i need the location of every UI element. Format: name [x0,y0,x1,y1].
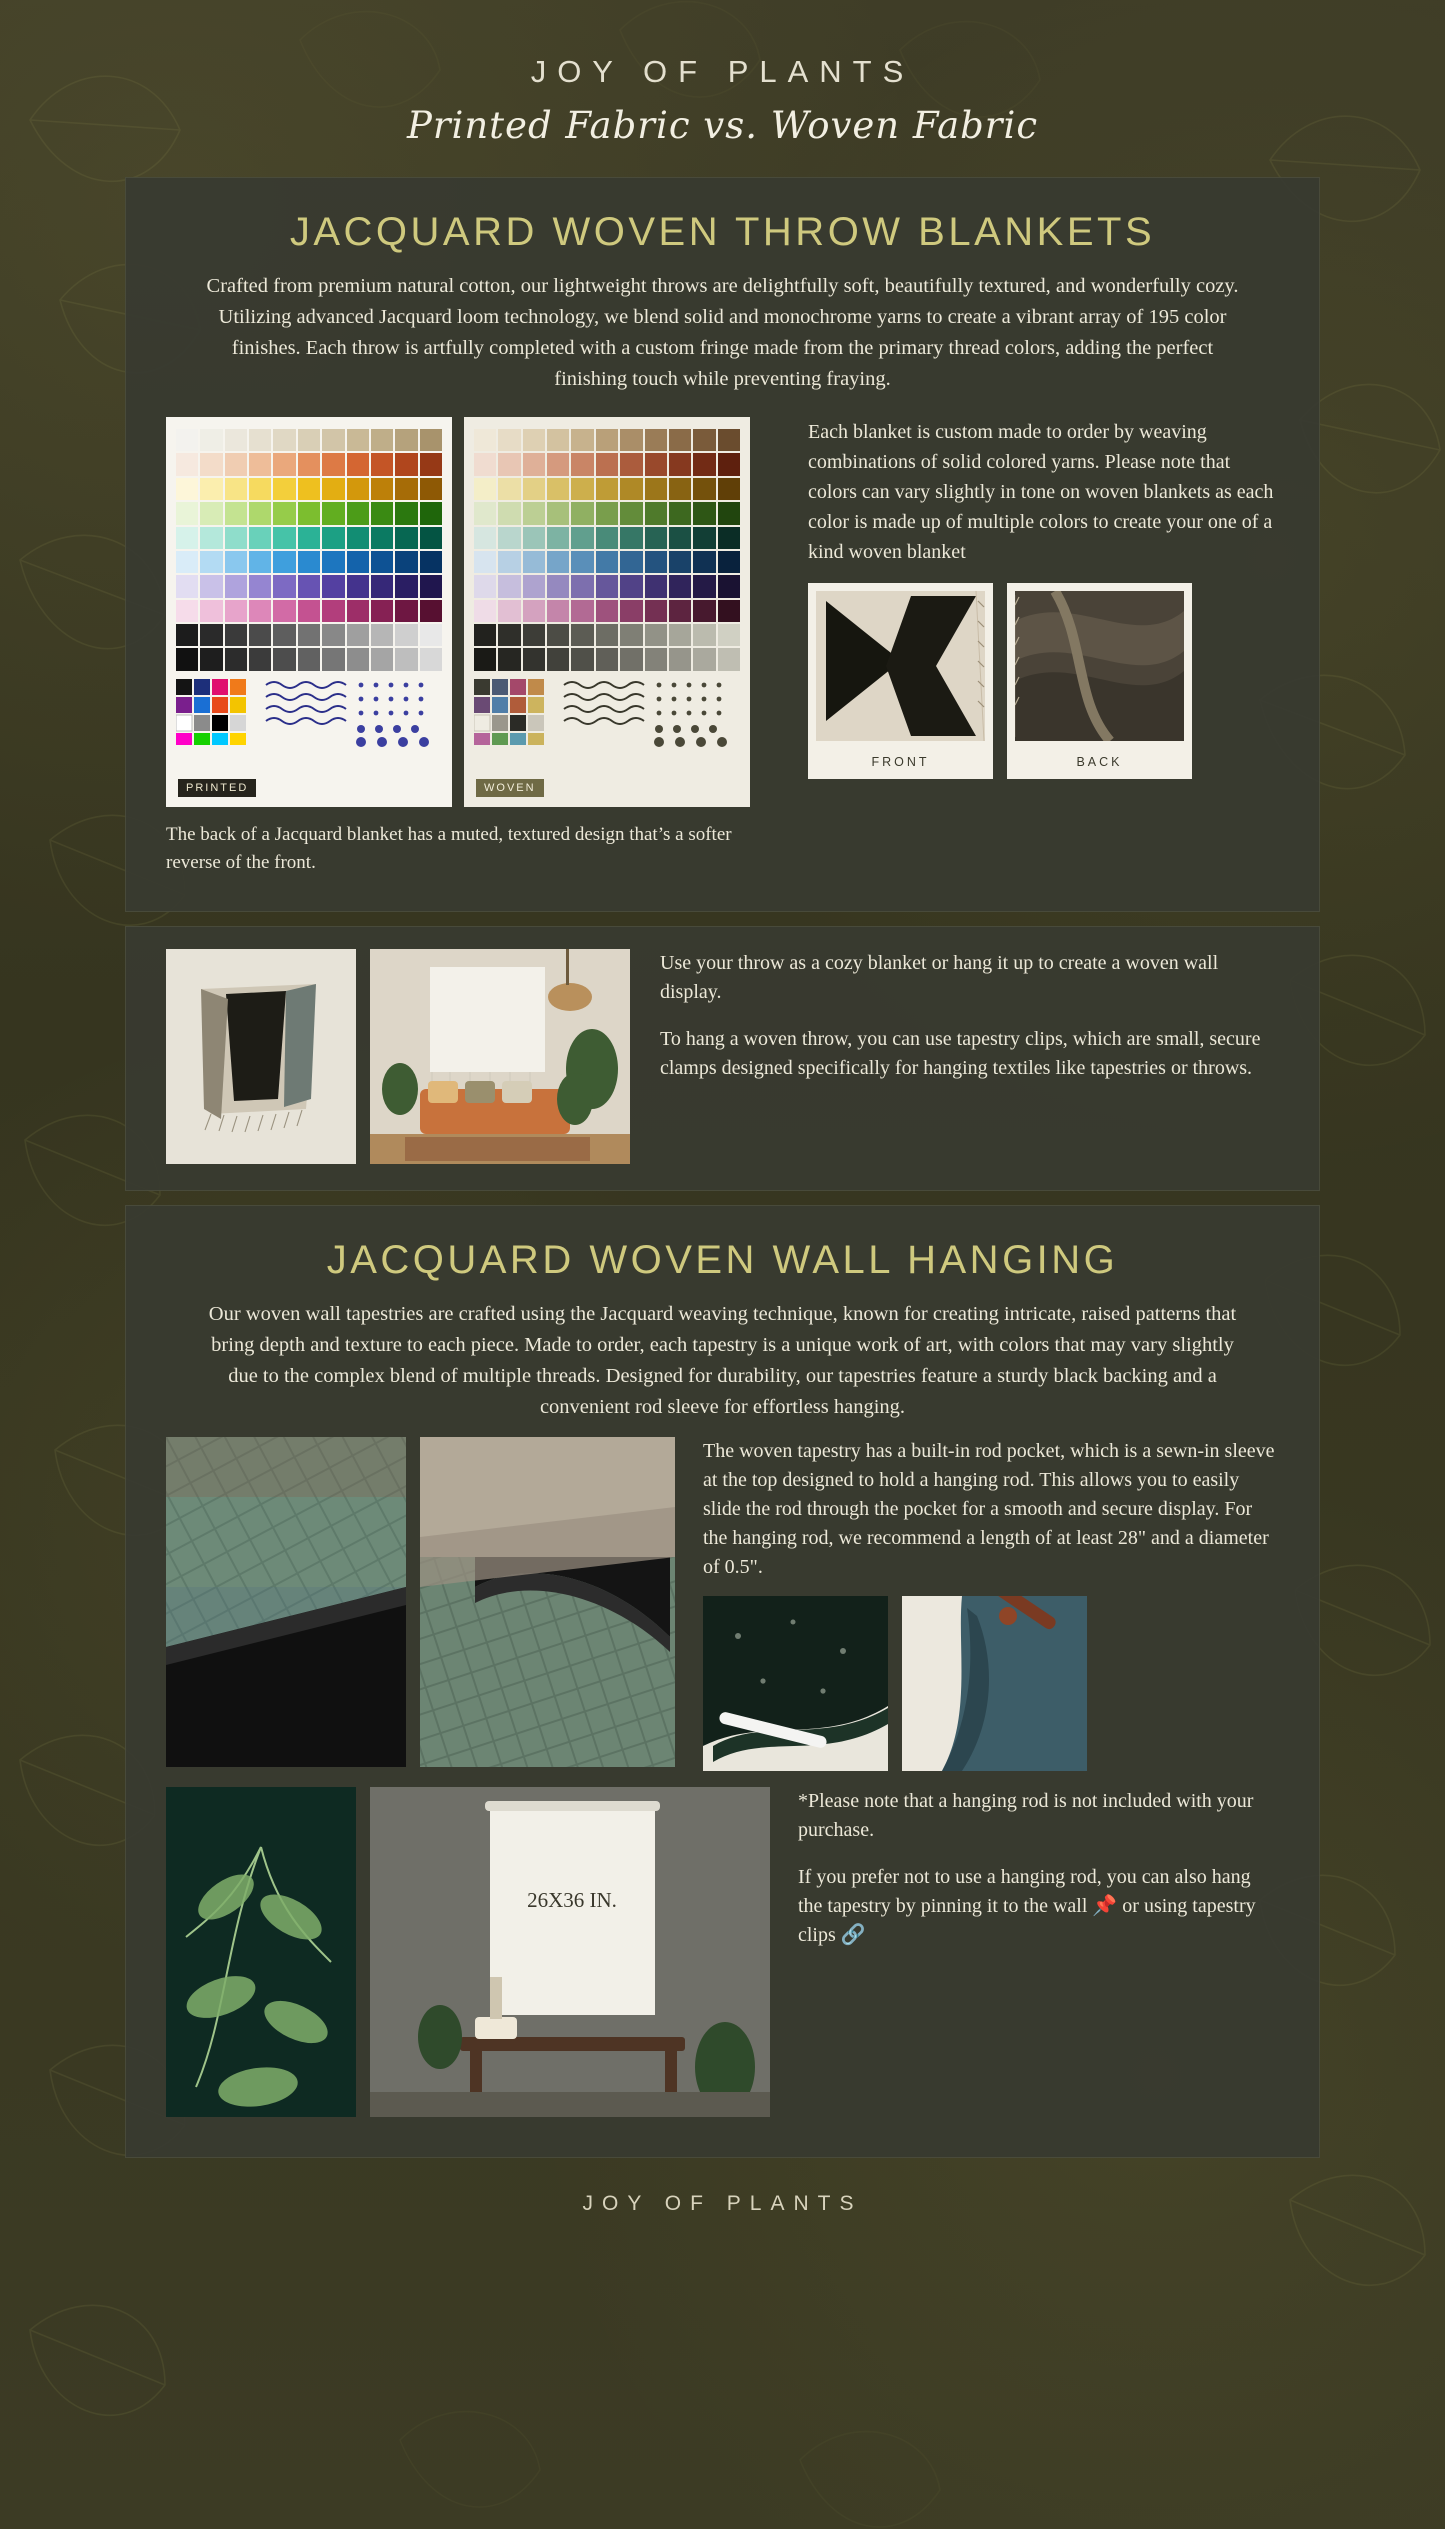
color-swatch [249,624,271,646]
color-swatch [371,453,393,475]
tapestry-photo-pair [166,1437,675,1767]
color-swatch [371,600,393,622]
section-one-intro: Crafted from premium natural cotton, our lightweight throws are delightfully soft, beautifully textured, and wonderfully cozy. Utilizing advanced Jacquard loom technology, we blend solid and monochrome yarns to create a vibrant array of 195 color finishes. Each throw is artfully completed with a custom fringe made from the primary thread colors, adding the perfect finishing touch while preventing fraying. [206,275,1239,390]
color-swatch [571,527,593,549]
hanging-tips-text [644,949,1279,1083]
color-swatch [273,478,295,500]
color-swatch [298,624,320,646]
color-swatch [249,453,271,475]
color-swatch [571,624,593,646]
color-swatch [347,551,369,573]
color-swatch [498,551,520,573]
color-swatch [474,624,496,646]
color-swatch [669,624,691,646]
color-swatch [249,527,271,549]
printed-swatch-card [166,417,452,807]
color-swatch [200,624,222,646]
color-swatch [249,648,271,670]
color-swatch [298,600,320,622]
front-photo-card [808,583,993,779]
room-poster-photo [370,1787,770,2117]
color-swatch [176,600,198,622]
color-swatch [645,624,667,646]
footer-brand: JOY OF PLANTS [582,2192,863,2215]
color-swatch [547,429,569,451]
color-swatch [176,575,198,597]
color-swatch [347,600,369,622]
color-swatch [176,624,198,646]
color-swatch [547,600,569,622]
color-swatch [474,575,496,597]
color-swatch [620,453,642,475]
color-swatch [273,624,295,646]
leaf-tapestry-photo [166,1787,356,2117]
color-swatch [395,648,417,670]
color-swatch [225,551,247,573]
blanket-back-photo [1015,591,1184,741]
color-swatch [371,478,393,500]
color-swatch [596,527,618,549]
printed-label: PRINTED [178,779,256,797]
color-swatch [669,600,691,622]
color-swatch [347,429,369,451]
color-swatch [718,575,740,597]
color-swatch [596,624,618,646]
color-swatch [395,600,417,622]
color-swatch [420,648,442,670]
color-swatch [596,453,618,475]
color-swatch [523,600,545,622]
color-swatch [498,502,520,524]
color-swatch [298,502,320,524]
color-swatch [371,429,393,451]
tapestry-folded-corner-photo [420,1437,675,1767]
color-swatch [395,453,417,475]
color-swatch [718,648,740,670]
color-swatch [298,478,320,500]
living-room-wall-display-photo [370,949,630,1164]
blanket-side-column [786,417,1279,877]
color-swatch [718,600,740,622]
color-swatch [176,551,198,573]
color-swatch [474,502,496,524]
color-swatch [176,648,198,670]
color-swatch [420,453,442,475]
color-swatch [200,453,222,475]
color-swatch [596,575,618,597]
color-swatch [547,648,569,670]
hanging-tip-2: To hang a woven throw, you can use tapestry clips, which are small, secure clamps designed specifically for hanging textiles like tapestries or throws. [660,1028,1261,1079]
color-swatch [347,624,369,646]
color-swatch [249,600,271,622]
color-swatch [571,551,593,573]
color-swatch [718,453,740,475]
color-swatch [669,648,691,670]
front-caption: FRONT [871,755,930,769]
rod-pocket-text-block [689,1437,1279,1771]
back-caption: BACK [1076,755,1123,769]
color-swatch [395,551,417,573]
color-swatch [474,478,496,500]
color-swatch [645,478,667,500]
color-swatch [420,551,442,573]
color-swatch [420,429,442,451]
blanket-front-photo [816,591,985,741]
color-swatch [523,478,545,500]
hanging-tip-1: Use your throw as a cozy blanket or hang it up to create a woven wall display. [660,952,1219,1003]
color-swatch [298,453,320,475]
color-swatch [474,600,496,622]
swatch-column [166,417,786,877]
color-swatch [347,478,369,500]
color-swatch [249,575,271,597]
rod-note-1: *Please note that a hanging rod is not included with your purchase. [798,1790,1254,1841]
color-swatch [200,551,222,573]
color-swatch [371,575,393,597]
color-swatch [498,575,520,597]
color-swatch [620,575,642,597]
color-swatch [347,502,369,524]
color-swatch [718,429,740,451]
color-swatch [474,648,496,670]
color-swatch [693,478,715,500]
color-swatch [273,527,295,549]
brand-subtitle: Printed Fabric vs. Woven Fabric [406,104,1039,147]
color-swatch [225,648,247,670]
color-swatch [200,527,222,549]
color-swatch [347,648,369,670]
color-swatch [395,478,417,500]
color-swatch [645,453,667,475]
woven-pattern-samples [474,679,739,749]
color-swatch [395,429,417,451]
color-swatch [693,600,715,622]
color-swatch [249,551,271,573]
color-swatch [669,575,691,597]
color-swatch [547,478,569,500]
color-swatch [273,551,295,573]
color-swatch [249,502,271,524]
color-swatch [395,624,417,646]
color-swatch [571,453,593,475]
back-photo-card [1007,583,1192,779]
color-swatch [200,575,222,597]
section-throw-blankets [125,177,1320,912]
color-swatch [669,502,691,524]
color-swatch [620,600,642,622]
color-swatch [620,429,642,451]
color-swatch [523,502,545,524]
color-swatch [474,527,496,549]
color-swatch [322,502,344,524]
color-swatch [620,478,642,500]
color-swatch [620,551,642,573]
color-swatch [347,575,369,597]
color-swatch [249,429,271,451]
color-swatch [571,600,593,622]
color-swatch [225,478,247,500]
color-swatch [669,478,691,500]
color-swatch [498,600,520,622]
color-swatch [523,551,545,573]
color-swatch [225,453,247,475]
color-swatch [420,624,442,646]
color-swatch [645,527,667,549]
color-swatch [547,502,569,524]
color-swatch [620,527,642,549]
color-swatch [596,478,618,500]
color-swatch [322,551,344,573]
poster-header [0,0,1445,147]
rod-note-block [784,1787,1279,1950]
color-swatch [225,527,247,549]
color-swatch [298,429,320,451]
color-swatch [571,429,593,451]
color-swatch [298,527,320,549]
back-design-caption: The back of a Jacquard blanket has a muted, textured design that’s a softer reverse of the front. [166,824,732,873]
color-swatch [225,600,247,622]
color-swatch [669,551,691,573]
color-swatch [176,453,198,475]
color-swatch [547,453,569,475]
woven-swatch-card [464,417,750,807]
color-swatch [645,429,667,451]
color-swatch [547,551,569,573]
color-swatch [645,600,667,622]
rod-note-2: If you prefer not to use a hanging rod, you can also hang the tapestry by pinning it to the wall 📌 or using tapestry clips 🔗 [798,1866,1256,1946]
color-swatch [322,429,344,451]
section-one-title: JACQUARD WOVEN THROW BLANKETS [289,210,1156,254]
color-swatch [693,527,715,549]
color-swatch [523,453,545,475]
section-two-title: JACQUARD WOVEN WALL HANGING [326,1238,1119,1282]
color-swatch [498,453,520,475]
color-swatch [347,453,369,475]
color-swatch [347,527,369,549]
color-swatch [273,453,295,475]
printed-color-grid [176,429,442,671]
color-swatch [395,575,417,597]
color-swatch [571,648,593,670]
poster-size-text: 26X36 IN. [527,1888,617,1912]
color-swatch [225,575,247,597]
custom-made-text: Each blanket is custom made to order by weaving combinations of solid colored yarns. Please note that colors can vary slightly in tone on woven blankets as each color is made up of multiple colors to create your one of a kind woven blanket [808,421,1274,563]
color-swatch [571,478,593,500]
color-swatch [571,575,593,597]
color-swatch [547,527,569,549]
rod-pocket-text: The woven tapestry has a built-in rod pocket, which is a sewn-in sleeve at the top designed to hold a hanging rod. This allows you to easily slide the rod through the pocket for a smooth and secure display. For the hanging rod, we recommend a length of at least 28" and a diameter of 0.5". [703,1440,1275,1578]
color-swatch [298,575,320,597]
color-swatch [225,502,247,524]
color-swatch [523,624,545,646]
color-swatch [322,453,344,475]
color-swatch [273,648,295,670]
color-swatch [200,429,222,451]
color-swatch [523,648,545,670]
brand-title: JOY OF PLANTS [530,54,915,89]
color-swatch [200,502,222,524]
color-swatch [176,478,198,500]
color-swatch [200,478,222,500]
color-swatch [200,600,222,622]
woven-label: WOVEN [476,779,544,797]
section-two-intro: Our woven wall tapestries are crafted using the Jacquard weaving technique, known for creating intricate, raised patterns that bring depth and texture to each piece. Made to order, each tapestry is a unique work of art, with colors that may vary slightly due to the complex blend of multiple threads. Designed for durability, our tapestries feature a sturdy black backing and a convenient rod sleeve for effortless hanging. [208,1303,1237,1418]
color-swatch [693,624,715,646]
color-swatch [571,502,593,524]
color-swatch [718,551,740,573]
color-swatch [371,502,393,524]
color-swatch [273,502,295,524]
color-swatch [620,624,642,646]
color-swatch [273,600,295,622]
color-swatch [693,648,715,670]
color-swatch [669,527,691,549]
color-swatch [645,502,667,524]
color-swatch [225,624,247,646]
color-swatch [645,648,667,670]
color-swatch [225,429,247,451]
color-swatch [596,429,618,451]
color-swatch [523,575,545,597]
color-swatch [693,551,715,573]
color-swatch [523,527,545,549]
woven-color-grid [474,429,740,671]
color-swatch [420,478,442,500]
color-swatch [273,429,295,451]
color-swatch [322,575,344,597]
color-swatch [176,502,198,524]
color-swatch [596,648,618,670]
color-swatch [498,648,520,670]
color-swatch [395,502,417,524]
tapestry-back-corner-photo [166,1437,406,1767]
color-swatch [420,575,442,597]
section-wall-hanging [125,1205,1320,2158]
color-swatch [498,527,520,549]
printed-pattern-samples [176,679,441,749]
color-swatch [474,551,496,573]
color-swatch [718,478,740,500]
color-swatch [718,527,740,549]
color-swatch [620,648,642,670]
color-swatch [596,502,618,524]
color-swatch [669,429,691,451]
color-swatch [371,624,393,646]
color-swatch [322,527,344,549]
color-swatch [693,502,715,524]
color-swatch [420,600,442,622]
color-swatch [718,502,740,524]
rod-sleeve-closeup-photo [703,1596,888,1771]
color-swatch [395,527,417,549]
color-swatch [176,527,198,549]
color-swatch [322,648,344,670]
color-swatch [200,648,222,670]
color-swatch [620,502,642,524]
color-swatch [322,600,344,622]
color-swatch [322,624,344,646]
color-swatch [596,600,618,622]
color-swatch [645,551,667,573]
color-swatch [249,478,271,500]
folded-throw-photo [166,949,356,1164]
color-swatch [371,648,393,670]
color-swatch [596,551,618,573]
color-swatch [498,429,520,451]
color-swatch [498,478,520,500]
color-swatch [474,429,496,451]
color-swatch [693,575,715,597]
color-swatch [176,429,198,451]
color-swatch [669,453,691,475]
color-swatch [298,648,320,670]
rod-inserted-photo [902,1596,1087,1771]
color-swatch [474,453,496,475]
color-swatch [498,624,520,646]
color-swatch [547,624,569,646]
color-swatch [718,624,740,646]
color-swatch [371,527,393,549]
color-swatch [420,527,442,549]
color-swatch [322,478,344,500]
color-swatch [645,575,667,597]
section-hanging-tips [125,926,1320,1191]
color-swatch [273,575,295,597]
color-swatch [371,551,393,573]
color-swatch [693,429,715,451]
color-swatch [523,429,545,451]
color-swatch [298,551,320,573]
color-swatch [693,453,715,475]
color-swatch [420,502,442,524]
color-swatch [547,575,569,597]
